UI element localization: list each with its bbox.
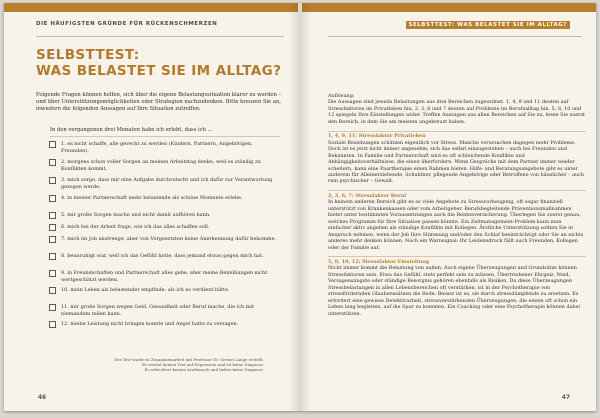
question-rule <box>50 136 280 137</box>
item-text: 1. es nicht schaffe, alle gerecht zu werden (Kindern, Partnern, Angehörigen, Freunden). <box>61 141 253 154</box>
checklist-item[interactable] <box>49 177 281 195</box>
item-text: 8. beunruhigt war, weil ich das Gefühl hatte, dass jemand etwas gegen mich hat. <box>61 253 264 259</box>
title-line: WAS BELASTET SIE IM ALLTAG? <box>36 63 282 79</box>
section-rule <box>328 256 586 257</box>
intro-paragraph: Folgende Fragen können helfen, sich über die eigene Belastungssituation klarer zu werden – und über Unterstützungsmöglichkeiten oder Strategien nachzudenken. Bitte kreuzen Sie an, inwiefern die folgenden Aussagen auf Ihre Situation zutreffen: <box>36 92 282 113</box>
checkbox[interactable] <box>49 270 56 277</box>
checkbox[interactable] <box>49 141 56 148</box>
checkbox[interactable] <box>49 236 56 243</box>
checkbox[interactable] <box>49 177 56 184</box>
resolution-text: Die Aussagen sind jeweils Belastungen aus drei Bereichen zugeordnet. 1, 4, 9 und 11 deuten auf Stressfaktoren im Privatleben hin, 2, 3, 6 und 7 deuten auf Probleme im Berufsalltag hin. 5, 8, 10 und 12 spiegeln Ihre Einstellungen wider. Treffen Aussagen aus allen Bereichen auf Sie zu, lesen Sie zuerst den Bereich, in dem Sie am meisten angekreuzt haben. <box>328 99 585 125</box>
checklist-item[interactable] <box>49 270 281 287</box>
item-text: 10. mein Leben als belastender empfinde, als ich es verdient hätte. <box>61 287 230 293</box>
checklist-item[interactable] <box>49 253 281 270</box>
checklist-item[interactable] <box>49 159 281 177</box>
item-text: 3. mich sorge, dass mir eine Aufgabe durchrutscht und ich dafür zur Verantwortung gezogen werde. <box>61 177 273 190</box>
top-color-band <box>302 3 596 12</box>
checklist-item[interactable] <box>49 224 281 236</box>
section-heading: 1, 4, 9, 11: Stressfaktor Privatleben <box>328 133 426 140</box>
checkbox[interactable] <box>49 224 56 231</box>
top-color-band <box>4 3 298 12</box>
header-rule <box>36 36 284 37</box>
checklist-item[interactable] <box>49 236 281 253</box>
resolution-label: Auflösung: <box>328 93 355 99</box>
item-text: 5. mir große Sorgen mache und nicht damit aufhören kann. <box>61 212 211 218</box>
section-heading: 2, 3, 6, 7: Stressfaktor Beruf <box>328 192 407 199</box>
question-intro: In den vergangenen drei Monaten habe ich erlebt, dass ich ... <box>50 127 213 133</box>
section-heading: 5, 8, 10, 12: Stressfaktor Einstellung <box>328 258 430 265</box>
item-text: 11. mir große Sorgen wegen Geld, Gesundheit oder Beruf mache, die ich mit niemandem teilen kann. <box>61 304 254 317</box>
checkbox[interactable] <box>49 212 56 219</box>
page-number: 46 <box>38 395 47 401</box>
checkbox[interactable] <box>49 304 56 311</box>
checkbox[interactable] <box>49 159 56 166</box>
page-title <box>36 47 282 79</box>
checkbox[interactable] <box>49 195 56 202</box>
footnote-line: Der Test wurde in Zusammenarbeit mit Professor Dr. Gernot Lange erstellt. <box>114 357 264 362</box>
section-text: In keinem anderen Bereich gibt es so viele Angebote zu Stressvorbeugung, oft sogar finanziell unterstützt von Krankenkassen oder vom Arbeitgeber. Berufsbegleitende Präventionsmaßnahmen bietet unter bestimmten Voraussetzungen auch die Rentenversicherung. Überlegen Sie zuerst genau, welches Programm für Ihre Situation passen könnte. Ein Zeitmanagement-Problem kann man einfacher aktiv angehen als ständige Konflikte mit Kollegen. Ärztliche Unterstützung sollten Sie in Anspruch nehmen, wenn der Job Ihre Stimmung und/oder den Schlaf beeinträchtigt oder Sie an nichts anderes mehr denken können. Noch ein Warnsignal: Ihr Leidensdruck fällt auch Freunden, Kollegen oder der Familie auf. <box>328 199 584 251</box>
checklist-item[interactable] <box>49 212 281 224</box>
section-rule <box>328 131 586 132</box>
right-page <box>302 3 596 411</box>
item-text: 7. mich im Job anstrenge, aber von Vorgesetzten keine Anerkennung dafür bekomme. <box>61 236 277 242</box>
footnote-line: Er erleichtert keinen Arztbesuch und liefert keine Diagnose. <box>144 367 264 372</box>
footnote <box>84 357 264 372</box>
running-head: DIE HÄUFIGSTEN GRÜNDE FÜR RÜCKENSCHMERZEN <box>36 21 218 27</box>
checklist-item[interactable] <box>49 195 281 212</box>
item-text: 2. morgens schon voller Sorgen an meinen Arbeitstag denke, weil es ständig zu Konflikten kommt. <box>61 159 261 172</box>
checkbox[interactable] <box>49 287 56 294</box>
resolution-body <box>328 93 586 323</box>
title-line: SELBSTTEST: <box>36 47 140 63</box>
left-page <box>4 3 298 411</box>
checklist-item[interactable] <box>49 321 281 338</box>
checklist-item[interactable] <box>49 141 281 159</box>
book-spread <box>4 3 596 411</box>
item-text: 12. meine Leistung nicht bringen konnte und Angst hatte zu versagen. <box>61 321 239 327</box>
checkbox[interactable] <box>49 253 56 260</box>
running-head: SELBSTTEST: WAS BELASTET SIE IM ALLTAG? <box>406 21 571 29</box>
item-text: 4. in meiner Partnerschaft mehr belastende als schöne Momente erlebe. <box>61 195 243 201</box>
checkbox[interactable] <box>49 321 56 328</box>
checklist-item[interactable] <box>49 304 281 321</box>
book-gutter <box>289 3 311 411</box>
section-text: Soziale Beziehungen schützen eigentlich vor Stress. Manche verursachen dagegen mehr Probleme. Doch ist es jetzt nicht immer angenehm, sich das selbst einzugestehen – auch bei Freunden und Bekannten. In Familie und Partnerschaft sind es oft schleichende Konflikte und Abhängigkeitsverhältnisse, die einen überfordern. Wenn Gespräche mit dem Partner immer wieder scheitern, kann eine Paartherapie einen Rahmen bieten. Hilfs- und Beratungsangebote gibt es unter anderem für Alleinerziehende, Schuldner, pflegende Angehörige oder Betroffene von häuslicher – auch rein psychischer – Gewalt. <box>328 139 585 185</box>
footnote-line: Er ersetzt keinen Test auf Depression und ist keine Diagnose. <box>142 362 264 367</box>
section-text: Nicht immer kommt die Belastung von außen. Auch eigene Überzeugungen und Grundsätze können Stressfaktoren sein. Etwa das Gefühl, stets perfekt sein zu müssen. Übertriebener Ehrgeiz, Neid, Versagensängste oder ständige Besorgnis gehören ebenfalls als Risiken. Da diese Überzeugungen Stressbelastungen in allen Lebensbereichen oft verstärken, ist in der Psychotherapie von stressfördernden Glaubenssätzen die Rede. Besser ist es, sie durch stressdämpfende zu ersetzen. Es erfordert eine gewisse Detektivarbeit, stressverstärkenden Überzeugungen, die einem oft schon ein Leben lang begleiten, auf die Spur zu kommen. Ein Coaching oder eine Psychotherapie können dabei unterstützen. <box>328 265 580 317</box>
checklist-item[interactable] <box>49 287 281 304</box>
item-text: 6. mich bei der Arbeit frage, wie ich das alles schaffen soll. <box>61 224 210 230</box>
checklist <box>49 141 281 338</box>
section-rule <box>328 190 586 191</box>
page-number: 47 <box>561 395 570 401</box>
item-text: 9. in Freundschaften und Partnerschaft alles gebe, aber meine Bemühungen nicht wertgeschätzt werden. <box>61 270 268 283</box>
header-rule <box>328 36 582 37</box>
